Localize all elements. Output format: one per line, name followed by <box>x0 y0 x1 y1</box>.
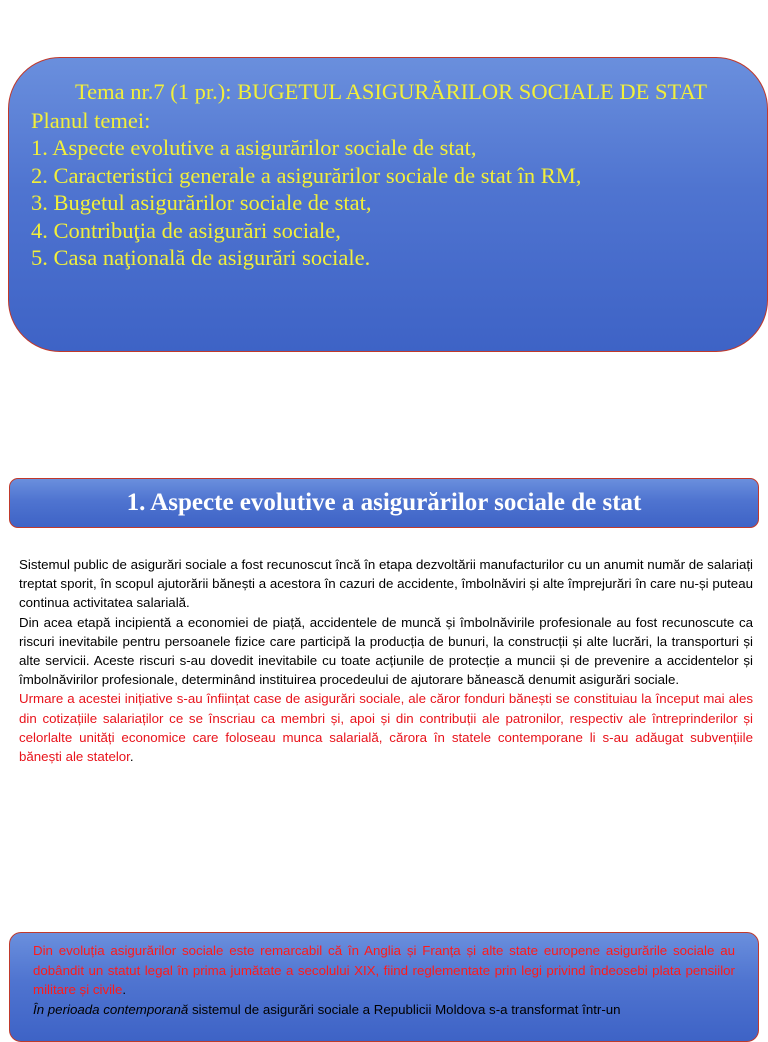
evolution-paragraph-2 <box>33 1000 735 1020</box>
document-body <box>19 555 753 766</box>
section-title-slide <box>9 478 759 528</box>
evolution-paragraph-1-end: . <box>122 982 127 997</box>
plan-heading: Planul temei: <box>31 108 151 133</box>
section-title: 1. Aspecte evolutive a asigurărilor sociale de stat <box>126 489 642 516</box>
evolution-paragraph-1-highlight: Din evoluția asigurărilor sociale este remarcabil că în Anglia și Franța și alte state europene asigurările sociale au dobândit un statut legal în prima jumătate a secolului XIX, fiind reglementate prin legi privind îndeosebi plata pensiilor militare și civile <box>33 943 735 997</box>
plan-item-5: 5. Casa naţională de asigurări sociale. <box>31 245 371 271</box>
evolution-slide <box>9 932 759 1042</box>
plan-item-1: 1. Aspecte evolutive a asigurărilor sociale de stat, <box>31 135 477 161</box>
body-paragraph-1: Sistemul public de asigurări sociale a fost recunoscut încă în etapa dezvoltării manufacturilor cu un anumit număr de salariați treptat sporit, în scopul ajutorării bănești a acestora în cazuri de accidente, îmbolnăviri și alte împrejurări în care nu-și puteau continua activitatea salarială. <box>19 557 753 611</box>
evolution-paragraph-2-italic: În perioada contemporană <box>33 1001 189 1017</box>
evolution-paragraph-1 <box>33 941 735 1000</box>
evolution-paragraph-2-rest: sistemul de asigurări sociale a Republicii Moldova s-a transformat într-un <box>188 1001 621 1017</box>
topic-title: Tema nr.7 (1 pr.): BUGETUL ASIGURĂRILOR SOCIALE DE STAT <box>75 79 707 104</box>
body-paragraph-3-end: . <box>129 749 134 765</box>
body-paragraph-3-highlight: Urmare a acestei inițiative s-au înființat case de asigurări sociale, ale căror fonduri bănești se constituiau la început mai ales din cotizațiile salariaților ce se înscriau ca membri și, apoi și din contribuții ale patronilor, respectiv ale întreprinderilor și celorlalte unități economice care foloseau munca salarială, cărora în statele contemporane li s-au adăugat subvențiile bănești ale statelor <box>19 691 753 765</box>
plan-item-2: 2. Caracteristici generale a asigurărilor sociale de stat în RM, <box>31 162 582 188</box>
topic-slide <box>8 57 768 352</box>
body-paragraph-3 <box>19 689 753 766</box>
plan-item-4: 4. Contribuţia de asigurări sociale, <box>31 217 341 243</box>
plan-item-3: 3. Bugetul asigurărilor sociale de stat, <box>31 190 372 216</box>
body-paragraph-2: Din acea etapă incipientă a economiei de piață, accidentele de muncă și îmbolnăvirile profesionale au fost recunoscute ca riscuri inevitabile pentru persoanele fizice care participă la producția de bunuri, la construcții și alte lucrări, la transporturi și alte servicii. Aceste riscuri s-au dovedit inevitabile cu toate acțiunile de protecție a muncii și de prevenire a accidentelor și îmbolnăvirilor profesionale, determinând instituirea procedeului de ajutorare bănească denumit asigurări sociale. <box>19 614 753 688</box>
